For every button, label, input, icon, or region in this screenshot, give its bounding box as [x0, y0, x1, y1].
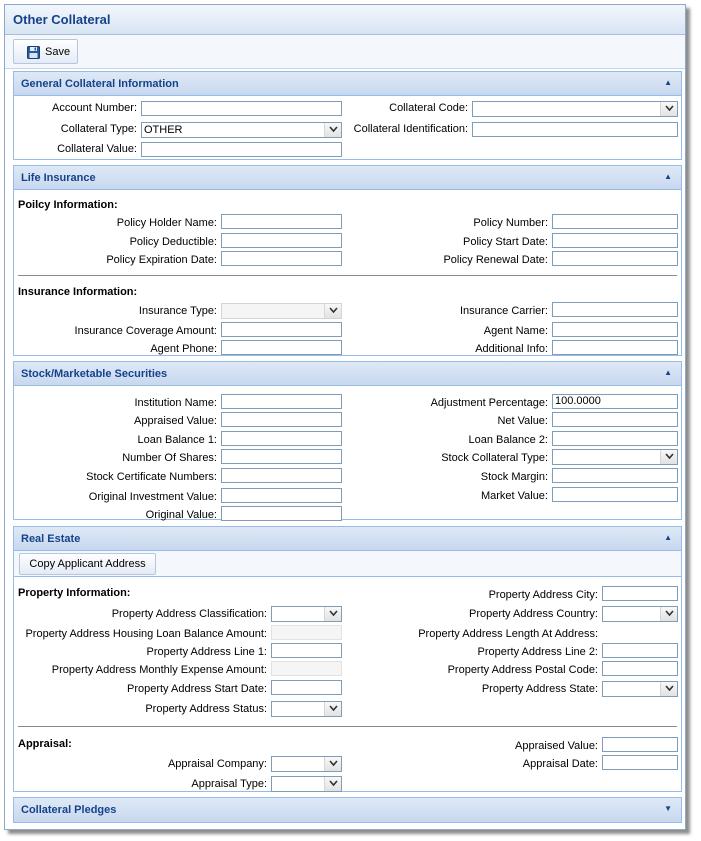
- chevron-down-icon[interactable]: [660, 450, 677, 464]
- agent-name-label: Agent Name:: [483, 325, 548, 337]
- collateral-value-input[interactable]: [141, 142, 342, 157]
- property-information-heading: Property Information:: [18, 587, 131, 599]
- other-collateral-window: [4, 4, 686, 830]
- insurance-coverage-amount-label: Insurance Coverage Amount:: [74, 325, 217, 337]
- insurance-information-heading: Insurance Information:: [18, 286, 138, 298]
- property-address-monthly-expense-input[interactable]: [271, 661, 342, 676]
- divider: [18, 275, 677, 276]
- adjustment-percentage-input[interactable]: 100.0000: [552, 394, 678, 409]
- additional-info-input[interactable]: [552, 340, 678, 355]
- insurance-type-select[interactable]: [221, 303, 342, 319]
- stock-collateral-type-label: Stock Collateral Type:: [441, 452, 548, 464]
- panel-title: Collateral Pledges: [21, 804, 117, 816]
- number-of-shares-input[interactable]: [221, 449, 342, 464]
- collateral-code-select[interactable]: [472, 101, 678, 117]
- appraisal-company-select[interactable]: [271, 756, 342, 772]
- property-address-country-select[interactable]: [602, 606, 678, 622]
- collateral-value-label: Collateral Value:: [57, 143, 137, 155]
- property-address-line-2-label: Property Address Line 2:: [477, 646, 598, 658]
- collateral-pledges-header[interactable]: [14, 798, 681, 822]
- property-address-length-at-address-label: Property Address Length At Address:: [418, 628, 598, 640]
- collateral-identification-label: Collateral Identification:: [353, 123, 468, 135]
- policy-expiration-date-label: Policy Expiration Date:: [106, 254, 217, 266]
- collateral-pledges-panel: [13, 797, 682, 823]
- property-address-line-1-input[interactable]: [271, 643, 342, 658]
- property-address-housing-loan-balance-input[interactable]: [271, 625, 342, 640]
- adjustment-percentage-label: Adjustment Percentage:: [430, 397, 548, 409]
- market-value-label: Market Value:: [480, 490, 548, 502]
- collateral-type-label: Collateral Type:: [60, 123, 137, 135]
- appraisal-type-label: Appraisal Type:: [191, 778, 267, 790]
- stock-certificate-numbers-input[interactable]: [221, 468, 342, 483]
- institution-name-input[interactable]: [221, 394, 342, 409]
- property-address-status-label: Property Address Status:: [145, 703, 267, 715]
- copy-applicant-address-button[interactable]: Copy Applicant Address: [19, 553, 156, 575]
- appraisal-date-input[interactable]: [602, 755, 678, 770]
- appraisal-company-label: Appraisal Company:: [167, 758, 267, 770]
- property-address-classification-select[interactable]: [271, 606, 342, 622]
- policy-deductible-input[interactable]: [221, 233, 342, 248]
- policy-holder-name-input[interactable]: [221, 214, 342, 229]
- chevron-down-icon[interactable]: [324, 123, 341, 137]
- stock-margin-label: Stock Margin:: [480, 471, 548, 483]
- appraisal-type-select[interactable]: [271, 776, 342, 792]
- loan-balance-2-input[interactable]: [552, 431, 678, 446]
- collateral-type-value: OTHER: [144, 124, 183, 136]
- stock-certificate-numbers-label: Stock Certificate Numbers:: [86, 471, 217, 483]
- property-address-state-select[interactable]: [602, 681, 678, 697]
- real-estate-header[interactable]: [14, 527, 681, 551]
- agent-phone-input[interactable]: [221, 340, 342, 355]
- property-address-start-date-input[interactable]: [271, 680, 342, 695]
- collapse-icon[interactable]: ▲: [664, 78, 672, 87]
- expand-icon[interactable]: ▼: [664, 804, 672, 813]
- save-button-label: Save: [45, 46, 71, 58]
- number-of-shares-label: Number Of Shares:: [122, 452, 217, 464]
- policy-information-heading: Poilcy Information:: [18, 199, 118, 211]
- account-number-input[interactable]: [141, 101, 342, 116]
- appraisal-date-label: Appraisal Date:: [522, 758, 598, 770]
- policy-holder-name-label: Policy Holder Name:: [116, 217, 217, 229]
- insurance-type-label: Insurance Type:: [138, 305, 217, 317]
- agent-name-input[interactable]: [552, 322, 678, 337]
- collateral-type-select[interactable]: [141, 122, 342, 138]
- property-address-postal-code-label: Property Address Postal Code:: [447, 664, 598, 676]
- chevron-down-icon[interactable]: [324, 304, 341, 318]
- policy-deductible-label: Policy Deductible:: [129, 236, 217, 248]
- insurance-coverage-amount-input[interactable]: [221, 322, 342, 337]
- appraised-value-label: Appraised Value:: [134, 415, 217, 427]
- life-insurance-panel: [13, 165, 682, 356]
- chevron-down-icon[interactable]: [324, 777, 341, 791]
- stock-collateral-type-select[interactable]: [552, 449, 678, 465]
- original-investment-value-label: Original Investment Value:: [88, 491, 217, 503]
- net-value-input[interactable]: [552, 412, 678, 427]
- policy-start-date-label: Policy Start Date:: [463, 236, 548, 248]
- appraisal-heading: Appraisal:: [18, 738, 72, 750]
- window-title: Other Collateral: [13, 12, 111, 27]
- original-value-label: Original Value:: [145, 509, 217, 521]
- chevron-down-icon[interactable]: [660, 102, 677, 116]
- property-address-line-2-input[interactable]: [602, 643, 678, 658]
- insurance-carrier-label: Insurance Carrier:: [459, 305, 548, 317]
- property-address-postal-code-input[interactable]: [602, 661, 678, 676]
- policy-renewal-date-input[interactable]: [552, 251, 678, 266]
- account-number-label: Account Number:: [52, 102, 137, 114]
- stock-margin-input[interactable]: [552, 468, 678, 483]
- collapse-icon[interactable]: ▲: [664, 172, 672, 181]
- property-address-monthly-expense-label: Property Address Monthly Expense Amount:: [51, 664, 267, 676]
- property-address-status-select[interactable]: [271, 701, 342, 717]
- chevron-down-icon[interactable]: [324, 757, 341, 771]
- chevron-down-icon[interactable]: [660, 682, 677, 696]
- original-value-input[interactable]: [221, 506, 342, 521]
- loan-balance-2-label: Loan Balance 2:: [468, 434, 548, 446]
- real-estate-panel: [13, 526, 682, 792]
- property-address-country-label: Property Address Country:: [468, 608, 598, 620]
- divider: [18, 726, 677, 727]
- collapse-icon[interactable]: ▲: [664, 533, 672, 542]
- save-button[interactable]: [13, 39, 78, 64]
- property-address-state-label: Property Address State:: [481, 683, 598, 695]
- collateral-identification-input[interactable]: [472, 122, 678, 137]
- appraised-value-label: Appraised Value:: [515, 740, 598, 752]
- life-insurance-header[interactable]: [14, 166, 681, 190]
- toolbar: [5, 35, 685, 69]
- insurance-carrier-input[interactable]: [552, 302, 678, 317]
- general-collateral-header[interactable]: [14, 72, 681, 96]
- appraised-value-input[interactable]: [221, 412, 342, 427]
- policy-start-date-input[interactable]: [552, 233, 678, 248]
- additional-info-label: Additional Info:: [475, 343, 548, 355]
- loan-balance-1-input[interactable]: [221, 431, 342, 446]
- policy-renewal-date-label: Policy Renewal Date:: [443, 254, 548, 266]
- panel-title: General Collateral Information: [21, 78, 179, 90]
- net-value-label: Net Value:: [497, 415, 548, 427]
- floppy-disk-icon: [27, 46, 40, 59]
- chevron-down-icon[interactable]: [324, 702, 341, 716]
- collateral-code-label: Collateral Code:: [389, 102, 468, 114]
- market-value-input[interactable]: [552, 487, 678, 502]
- loan-balance-1-label: Loan Balance 1:: [137, 434, 217, 446]
- panel-title: Life Insurance: [21, 172, 96, 184]
- property-address-housing-loan-balance-label: Property Address Housing Loan Balance Amount:: [25, 628, 267, 640]
- panel-title: Real Estate: [21, 533, 81, 545]
- collapse-icon[interactable]: ▲: [664, 368, 672, 377]
- general-collateral-panel: [13, 71, 682, 160]
- property-address-line-1-label: Property Address Line 1:: [146, 646, 267, 658]
- original-investment-value-input[interactable]: [221, 488, 342, 503]
- property-address-city-input[interactable]: [602, 586, 678, 601]
- policy-number-label: Policy Number:: [473, 217, 548, 229]
- window-title-bar: [5, 5, 685, 35]
- property-address-classification-label: Property Address Classification:: [111, 608, 267, 620]
- policy-expiration-date-input[interactable]: [221, 251, 342, 266]
- appraised-value-input[interactable]: [602, 737, 678, 752]
- agent-phone-label: Agent Phone:: [150, 343, 217, 355]
- stock-securities-panel: [13, 361, 682, 520]
- real-estate-toolbar: [14, 551, 681, 577]
- property-address-start-date-label: Property Address Start Date:: [126, 683, 267, 695]
- property-address-city-label: Property Address City:: [488, 589, 598, 601]
- chevron-down-icon[interactable]: [660, 607, 677, 621]
- panel-title: Stock/Marketable Securities: [21, 368, 168, 380]
- stock-securities-header[interactable]: [14, 362, 681, 386]
- institution-name-label: Institution Name:: [134, 397, 217, 409]
- policy-number-input[interactable]: [552, 214, 678, 229]
- chevron-down-icon[interactable]: [324, 607, 341, 621]
